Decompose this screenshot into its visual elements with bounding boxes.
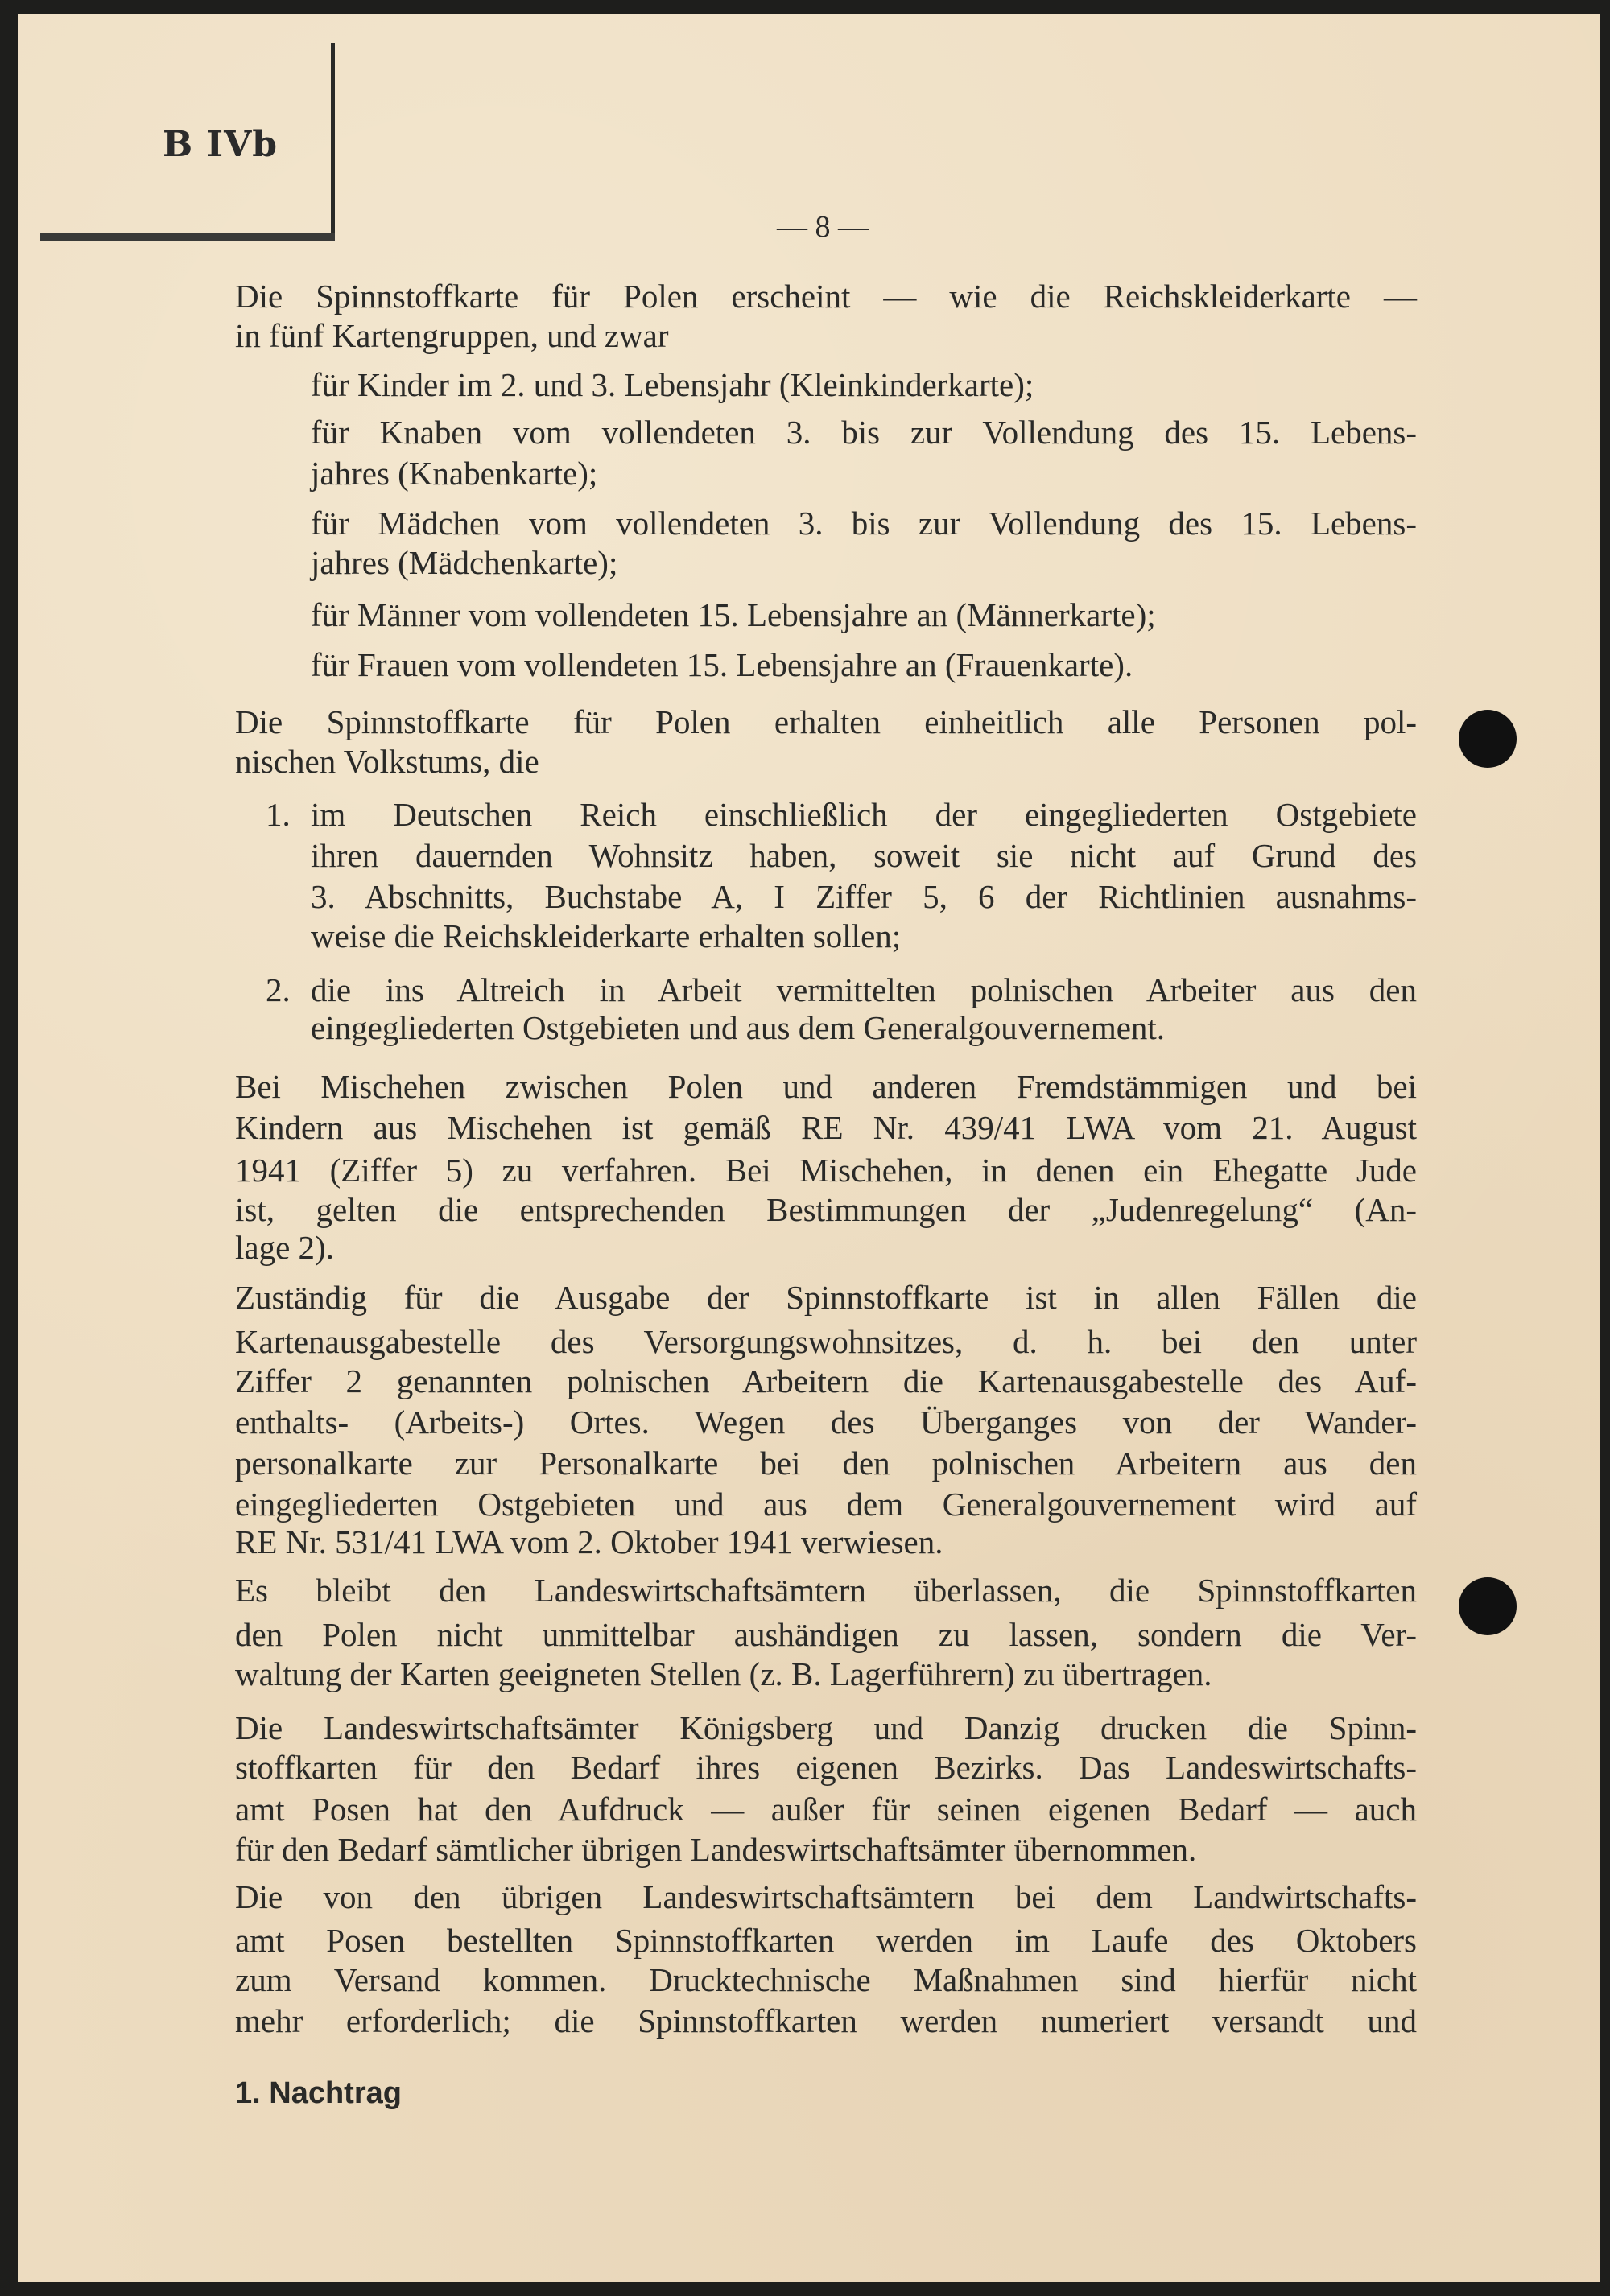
list-number: 1. [266, 796, 291, 833]
text-line: enthalts- (Arbeits-) Ortes. Wegen des Überganges von der Wander- [235, 1404, 1417, 1441]
text-line: weise die Reichskleiderkarte erhalten sollen; [311, 917, 902, 954]
punch-hole-icon [1459, 1577, 1517, 1635]
text-line: für Mädchen vom vollendeten 3. bis zur Vollendung des 15. Lebens- [311, 505, 1417, 542]
text-line: für den Bedarf sämtlicher übrigen Landeswirtschaftsämter übernommen. [235, 1831, 1197, 1868]
text-line: personalkarte zur Personalkarte bei den polnischen Arbeitern aus den [235, 1445, 1417, 1482]
text-line: für Kinder im 2. und 3. Lebensjahr (Kleinkinderkarte); [311, 366, 1034, 403]
text-line: jahres (Knabenkarte); [311, 455, 598, 492]
footer-label: 1. Nachtrag [235, 2076, 402, 2110]
text-line: im Deutschen Reich einschließlich der eingegliederten Ostgebiete [311, 796, 1417, 833]
text-line: jahres (Mädchenkarte); [311, 544, 618, 581]
margin-box-rule [331, 43, 335, 238]
section-code: B IVb [163, 124, 278, 165]
text-line: eingegliederten Ostgebieten und aus dem Generalgouvernement. [311, 1009, 1166, 1046]
document-page [18, 14, 1600, 2282]
text-line: waltung der Karten geeigneten Stellen (z. B. Lagerführern) zu übertragen. [235, 1655, 1212, 1692]
text-line: Zuständig für die Ausgabe der Spinnstoffkarte ist in allen Fällen die [235, 1279, 1417, 1316]
text-line: für Männer vom vollendeten 15. Lebensjahre an (Männerkarte); [311, 596, 1156, 633]
text-line: Ziffer 2 genannten polnischen Arbeitern die Kartenausgabestelle des Auf- [235, 1362, 1417, 1399]
list-number: 2. [266, 971, 291, 1008]
text-line: nischen Volkstums, die [235, 743, 539, 780]
text-line: Bei Mischehen zwischen Polen und anderen Fremdstämmigen und bei [235, 1068, 1417, 1105]
text-line: Die von den übrigen Landeswirtschaftsämtern bei dem Landwirtschafts- [235, 1878, 1417, 1915]
text-line: Die Landeswirtschaftsämter Königsberg und Danzig drucken die Spinn- [235, 1709, 1417, 1746]
text-line: Kindern aus Mischehen ist gemäß RE Nr. 439/41 LWA vom 21. August [235, 1109, 1417, 1146]
text-line: den Polen nicht unmittelbar aushändigen zu lassen, sondern die Ver- [235, 1616, 1417, 1653]
text-line: für Frauen vom vollendeten 15. Lebensjahre an (Frauenkarte). [311, 646, 1133, 683]
text-line: 1941 (Ziffer 5) zu verfahren. Bei Mischehen, in denen ein Ehegatte Jude [235, 1152, 1417, 1189]
text-line: ist, gelten die entsprechenden Bestimmungen der „Judenregelung“ (An- [235, 1191, 1417, 1228]
text-line: Es bleibt den Landeswirtschaftsämtern überlassen, die Spinnstoffkarten [235, 1572, 1417, 1609]
text-line: 3. Abschnitts, Buchstabe A, I Ziffer 5, 6 der Richtlinien ausnahms- [311, 878, 1417, 915]
margin-box-bar [40, 233, 335, 241]
text-line: amt Posen hat den Aufdruck — außer für seinen eigenen Bedarf — auch [235, 1791, 1417, 1828]
text-line: für Knaben vom vollendeten 3. bis zur Vollendung des 15. Lebens- [311, 414, 1417, 451]
text-line: stoffkarten für den Bedarf ihres eigenen Bezirks. Das Landeswirtschafts- [235, 1749, 1417, 1786]
text-line: Kartenausgabestelle des Versorgungswohnsitzes, d. h. bei den unter [235, 1323, 1417, 1360]
page-number: — 8 — [777, 210, 869, 244]
text-line: Die Spinnstoffkarte für Polen erscheint — wie die Reichskleiderkarte — [235, 278, 1417, 315]
text-line: RE Nr. 531/41 LWA vom 2. Oktober 1941 verwiesen. [235, 1523, 943, 1560]
text-line: in fünf Kartengruppen, und zwar [235, 317, 669, 354]
text-line: die ins Altreich in Arbeit vermittelten polnischen Arbeiter aus den [311, 971, 1417, 1008]
text-line: amt Posen bestellten Spinnstoffkarten werden im Laufe des Oktobers [235, 1922, 1417, 1959]
text-line: lage 2). [235, 1229, 334, 1266]
text-line: zum Versand kommen. Drucktechnische Maßnahmen sind hierfür nicht [235, 1961, 1417, 1998]
punch-hole-icon [1459, 710, 1517, 768]
text-line: Die Spinnstoffkarte für Polen erhalten einheitlich alle Personen pol- [235, 703, 1417, 740]
text-line: ihren dauernden Wohnsitz haben, soweit sie nicht auf Grund des [311, 837, 1417, 874]
text-line: mehr erforderlich; die Spinnstoffkarten werden numeriert versandt und [235, 2002, 1417, 2039]
text-line: eingegliederten Ostgebieten und aus dem Generalgouvernement wird auf [235, 1486, 1417, 1523]
